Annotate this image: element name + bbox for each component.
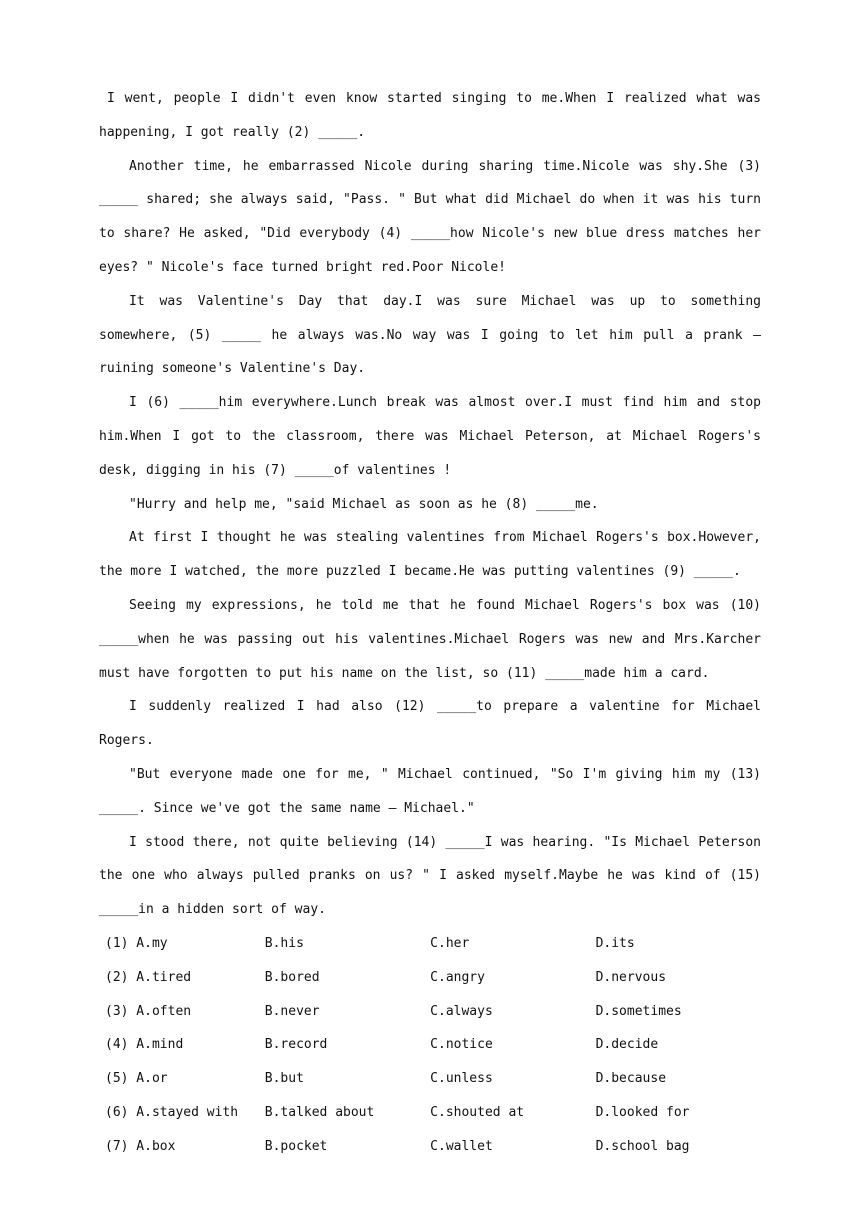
paragraph: I stood there, not quite believing (14) _____I was hearing. "Is Michael Peterson the one who always pulled pranks on us? " I asked myself.Maybe he was kind of (15) _____in a hidden sort of way. <box>99 834 761 918</box>
option-a: (7) A.box <box>105 1138 176 1154</box>
option-row <box>99 961 761 995</box>
paragraph: It was Valentine's Day that day.I was sure Michael was up to something somewhere, (5) _____ he always was.No way was I going to let him pull a prank — ruining someone's Valentine's Day. <box>99 293 761 377</box>
paragraph: I went, people I didn't even know started singing to me.When I realized what was happening, I got really (2) _____. <box>99 91 761 140</box>
option-a: (4) A.mind <box>105 1037 184 1053</box>
paragraph: I suddenly realized I had also (12) _____to prepare a valentine for Michael Rogers. <box>99 699 761 749</box>
option-c: C.angry <box>430 969 485 985</box>
option-d: D.its <box>595 935 635 951</box>
paragraph: "But everyone made one for me, " Michael continued, "So I'm giving him my (13) _____. Since we've got the same name — Michael." <box>99 766 761 816</box>
option-c: C.unless <box>430 1071 493 1087</box>
option-b: B.never <box>264 1003 320 1019</box>
option-d: D.because <box>595 1071 667 1087</box>
passage <box>99 82 761 927</box>
option-c: C.notice <box>430 1037 493 1053</box>
option-b: B.his <box>264 935 304 951</box>
option-row <box>99 927 761 961</box>
option-row <box>99 1062 761 1096</box>
paragraph: Another time, he embarrassed Nicole during sharing time.Nicole was shy.She (3) _____ shared; she always said, "Pass. " But what did Michael do when it was his turn to share? He asked, "Did everybody (4) _____how Nicole's new blue dress matches her eyes? " Nicole's face turned bright red.Poor Nicole! <box>99 158 761 275</box>
option-b: B.bored <box>264 969 320 985</box>
option-row <box>99 995 761 1029</box>
paragraph: "Hurry and help me, "said Michael as soon as he (8) _____me. <box>129 496 599 512</box>
paragraph: Seeing my expressions, he told me that he found Michael Rogers's box was (10) _____when he was passing out his valentines.Michael Rogers was new and Mrs.Karcher must have forgotten to put his name on the list, so (11) _____made him a card. <box>99 597 761 681</box>
option-c: C.shouted at <box>430 1104 525 1120</box>
option-a: (2) A.tired <box>105 969 192 985</box>
option-c: C.wallet <box>430 1138 493 1154</box>
option-d: D.nervous <box>595 969 667 985</box>
option-row <box>99 1130 761 1164</box>
option-b: B.record <box>264 1037 328 1053</box>
paragraph: I (6) _____him everywhere.Lunch break was almost over.I must find him and stop him.When I got to the classroom, there was Michael Peterson, at Michael Rogers's desk, digging in his (7) _____of valentines ! <box>99 395 761 478</box>
option-row <box>99 1028 761 1062</box>
option-row <box>99 1096 761 1130</box>
option-c: C.always <box>430 1003 493 1019</box>
option-a: (5) A.or <box>105 1071 168 1087</box>
option-d: D.decide <box>595 1037 659 1053</box>
option-a: (6) A.stayed with <box>105 1104 239 1120</box>
option-a: (1) A.my <box>105 935 168 951</box>
paragraph: At first I thought he was stealing valentines from Michael Rogers's box.However, the more I watched, the more puzzled I became.He was putting valentines (9) _____. <box>99 530 761 580</box>
option-b: B.but <box>264 1071 304 1087</box>
document-page <box>99 82 761 1164</box>
option-b: B.talked about <box>264 1104 375 1120</box>
option-d: D.looked for <box>595 1104 690 1120</box>
option-b: B.pocket <box>264 1138 328 1154</box>
answer-options <box>99 927 761 1164</box>
option-d: D.school bag <box>595 1138 690 1154</box>
option-c: C.her <box>430 935 470 951</box>
option-d: D.sometimes <box>595 1003 682 1019</box>
option-a: (3) A.often <box>105 1003 192 1019</box>
